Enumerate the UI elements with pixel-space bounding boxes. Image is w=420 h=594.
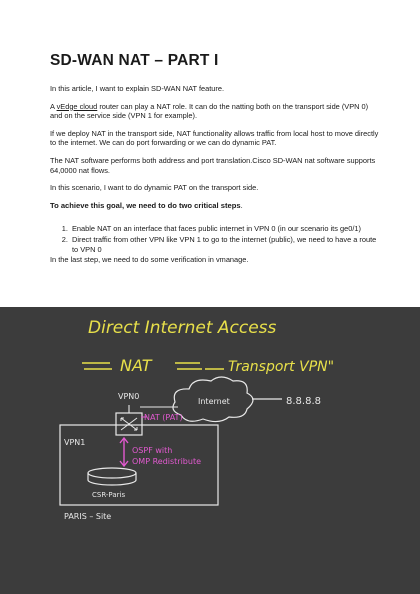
eq-transport-vpn: Transport VPN" — [228, 359, 335, 375]
eq-nat: NAT — [120, 356, 152, 375]
whiteboard-drawing — [0, 307, 420, 594]
goal-paragraph — [50, 201, 380, 211]
p2-post: router can play a NAT role. It can do the natting both on the transport side (VPN 0) and on the service side (VPN 1 for example). — [50, 101, 369, 121]
page-title: SD-WAN NAT – PART I — [50, 52, 219, 69]
step-item: 1. Enable NAT on an interface that faces public internet in VPN 0 (in our scenario its ge0/1) — [70, 224, 380, 234]
transport-nat-paragraph: If we deploy NAT in the transport side, NAT functionality allows traffic from local host to move directly to the internet. We can do port forwarding or we can do dynamic PAT. — [50, 128, 379, 148]
verification-paragraph: In the last step, we need to do some verification in vmanage. — [50, 255, 249, 265]
step-item: 2. Direct traffic from other VPN like VPN 1 to go to the internet (public), we need to have a route to VPN 0 — [70, 235, 380, 254]
ospf-label-2: OMP Redistribute — [132, 457, 202, 466]
steps-list — [50, 224, 380, 254]
goal-period: . — [240, 200, 243, 210]
whiteboard-image — [0, 307, 420, 594]
vpn0-label: VPN0 — [118, 392, 140, 401]
csr-router-icon — [88, 468, 136, 478]
internet-label: Internet — [198, 397, 230, 406]
goal-text: To achieve this goal, we need to do two critical steps — [50, 200, 241, 210]
nat-pat-label: NAT (PAT) — [144, 413, 183, 422]
p2-pre: A — [50, 101, 57, 111]
vedge-cloud-link[interactable]: vEdge cloud — [56, 101, 98, 111]
scenario-paragraph: In this scenario, I want to do dynamic PAT on the transport side. — [50, 183, 259, 193]
intro-paragraph: In this article, I want to explain SD-WAN NAT feature. — [50, 84, 225, 93]
ospf-label-1: OSPF with — [132, 446, 173, 455]
vedge-paragraph — [50, 102, 380, 121]
site-label: PARIS – Site — [64, 512, 112, 521]
nat-software-paragraph: The NAT software performs both address and port translation.Cisco SD-WAN nat software supports 64,0000 nat flows. — [50, 155, 376, 175]
csr-label: CSR-Paris — [92, 491, 126, 499]
article — [50, 52, 380, 273]
ip-label: 8.8.8.8 — [286, 396, 321, 407]
vpn1-label: VPN1 — [64, 438, 86, 447]
whiteboard-title: Direct Internet Access — [88, 318, 277, 338]
